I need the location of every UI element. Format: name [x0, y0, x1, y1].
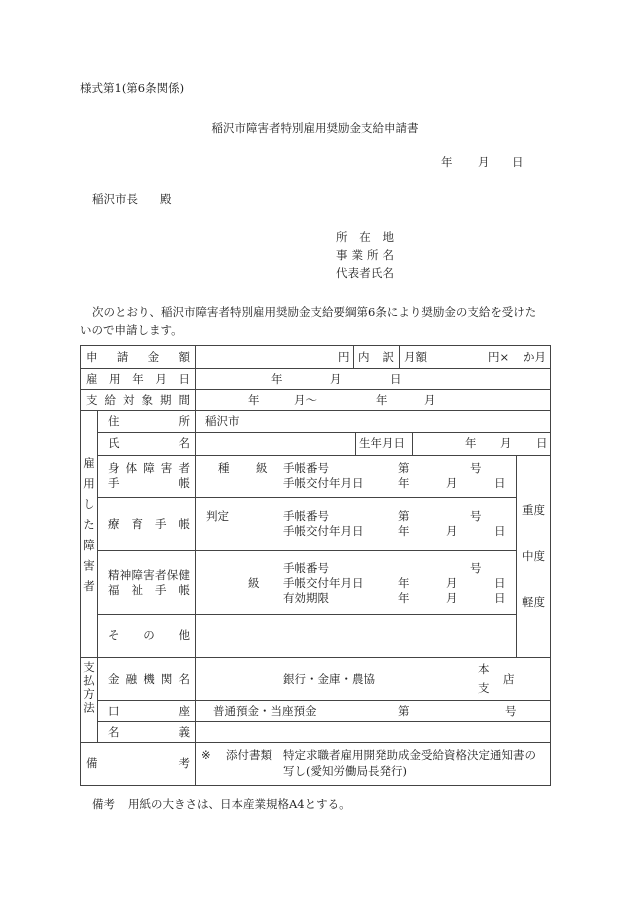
remarks-label: 備考: [86, 756, 190, 770]
mental-issued-label: 手帳交付年月日: [283, 576, 364, 590]
birthdate-label: 生年月日: [359, 436, 405, 450]
table-border-line: [195, 345, 196, 786]
bank-label: 金融機関名: [108, 672, 190, 686]
mental-valid-month: 月: [446, 591, 458, 605]
account-types: 普通預金・当座預金: [213, 704, 317, 718]
date-day: 日: [512, 155, 524, 169]
physical-no-label: 手帳番号: [283, 461, 329, 475]
hire-year: 年: [271, 372, 283, 386]
ryoiku-month: 月: [446, 524, 458, 538]
ryoiku-issued-label: 手帳交付年月日: [283, 524, 364, 538]
severity-medium: 中度: [522, 549, 545, 563]
form-title: 稲沢市障害者特別雇用奨励金支給申請書: [211, 121, 419, 135]
hire-date-label: 雇用年月日: [86, 372, 190, 386]
period-end-year: 年: [376, 393, 388, 407]
ryoiku-judge: 判定: [206, 509, 229, 523]
table-border-line: [80, 389, 551, 390]
table-border-line: [80, 657, 551, 658]
bank-types: 銀行・金庫・農協: [283, 672, 375, 686]
table-border-line: [97, 721, 551, 722]
physical-year: 年: [398, 476, 410, 490]
applicant-location-label: 所在地: [336, 230, 394, 244]
hire-day: 日: [390, 372, 402, 386]
account-label: 口座: [108, 704, 190, 718]
other-label: その他: [108, 628, 190, 642]
physical-go: 号: [470, 461, 482, 475]
remarks-mark: ※: [201, 748, 211, 762]
remarks-line-1: 特定求職者雇用開発助成金受給資格決定通知書の: [283, 748, 536, 762]
bank-main: 本: [478, 662, 490, 676]
physical-grade: 級: [256, 461, 268, 475]
form-number: 様式第1(第6条関係): [80, 81, 185, 95]
table-border-line: [516, 455, 517, 657]
ryoiku-day: 日: [494, 524, 506, 538]
mental-valid-year: 年: [398, 591, 410, 605]
date-year: 年: [441, 155, 453, 169]
mental-no-label: 手帳番号: [283, 561, 329, 575]
mental-month: 月: [446, 576, 458, 590]
ryoiku-year: 年: [398, 524, 410, 538]
table-border-line: [97, 410, 98, 742]
birth-year: 年: [465, 436, 477, 450]
date-month: 月: [478, 155, 490, 169]
table-border-line: [80, 742, 551, 743]
physical-day: 日: [494, 476, 506, 490]
mental-label: 精神障害者保健: [108, 568, 190, 582]
employee-group-label: 雇用した障害者: [82, 457, 96, 601]
birth-month: 月: [500, 436, 512, 450]
table-border-line: [80, 345, 81, 786]
months-label: か月: [523, 350, 546, 364]
period-start-year: 年: [248, 393, 260, 407]
table-border-line: [353, 345, 354, 368]
mental-go: 号: [470, 561, 482, 575]
table-border-line: [97, 497, 516, 498]
physical-type: 種: [218, 461, 230, 475]
yen-times: 円×: [488, 350, 510, 364]
hire-month: 月: [330, 372, 342, 386]
mental-valid-day: 日: [494, 591, 506, 605]
table-border-line: [97, 550, 516, 551]
table-border-line: [97, 700, 551, 701]
physical-issued-label: 手帳交付年月日: [283, 476, 364, 490]
account-go: 号: [505, 704, 517, 718]
physical-label: 身体障害者: [108, 461, 190, 475]
birth-day: 日: [536, 436, 548, 450]
account-dai: 第: [398, 704, 410, 718]
monthly-label: 月額: [404, 350, 427, 364]
table-border-line: [80, 785, 551, 786]
period-end-month: 月: [424, 393, 436, 407]
physical-month: 月: [446, 476, 458, 490]
table-border-line: [412, 432, 413, 455]
applicant-office-label: 事業所名: [336, 248, 394, 262]
holder-label: 名義: [108, 725, 190, 739]
footer-note-label: 備考: [92, 797, 115, 811]
address-label: 住所: [108, 414, 190, 428]
amount-label: 申請金額: [86, 350, 190, 364]
payment-group-label: 支払方法: [82, 661, 96, 715]
ryoiku-no-label: 手帳番号: [283, 509, 329, 523]
bank-ten: 店: [503, 672, 515, 686]
physical-label-2: 手帳: [108, 476, 190, 490]
table-border-line: [80, 410, 551, 411]
table-border-line: [80, 345, 551, 346]
table-border-line: [80, 368, 551, 369]
physical-dai: 第: [398, 461, 410, 475]
table-border-line: [550, 345, 551, 786]
period-start-month: 月～: [294, 393, 317, 407]
ryoiku-dai: 第: [398, 509, 410, 523]
mental-day: 日: [494, 576, 506, 590]
name-label: 氏名: [108, 436, 190, 450]
ryoiku-go: 号: [470, 509, 482, 523]
addressee-honorific: 殿: [160, 192, 172, 206]
mental-year: 年: [398, 576, 410, 590]
mental-valid-label: 有効期限: [283, 591, 329, 605]
address-value: 稲沢市: [205, 414, 240, 428]
remarks-attach: 添付書類: [226, 748, 272, 762]
amount-yen: 円: [338, 350, 350, 364]
ryoiku-label: 療育手帳: [108, 517, 190, 531]
table-border-line: [399, 345, 400, 368]
remarks-line-2: 写し(愛知労働局長発行): [283, 764, 407, 778]
footer-note: 用紙の大きさは、日本産業規格A4とする。: [128, 797, 351, 811]
mental-label-2: 福祉手帳: [108, 583, 190, 597]
intro-line-2: いので申請します。: [80, 323, 183, 337]
breakdown-label: 内訳: [358, 350, 394, 364]
table-border-line: [97, 614, 516, 615]
table-border-line: [97, 432, 551, 433]
table-border-line: [355, 432, 356, 455]
addressee: 稲沢市長: [92, 192, 138, 206]
mental-grade: 級: [248, 576, 260, 590]
period-label: 支給対象期間: [86, 393, 190, 407]
bank-branch: 支: [478, 681, 490, 695]
severity-heavy: 重度: [522, 503, 545, 517]
severity-light: 軽度: [522, 595, 545, 609]
table-border-line: [97, 455, 551, 456]
applicant-representative-label: 代表者氏名: [336, 266, 394, 280]
intro-line-1: 次のとおり、稲沢市障害者特別雇用奨励金支給要綱第6条により奨励金の支給を受けた: [92, 305, 537, 319]
